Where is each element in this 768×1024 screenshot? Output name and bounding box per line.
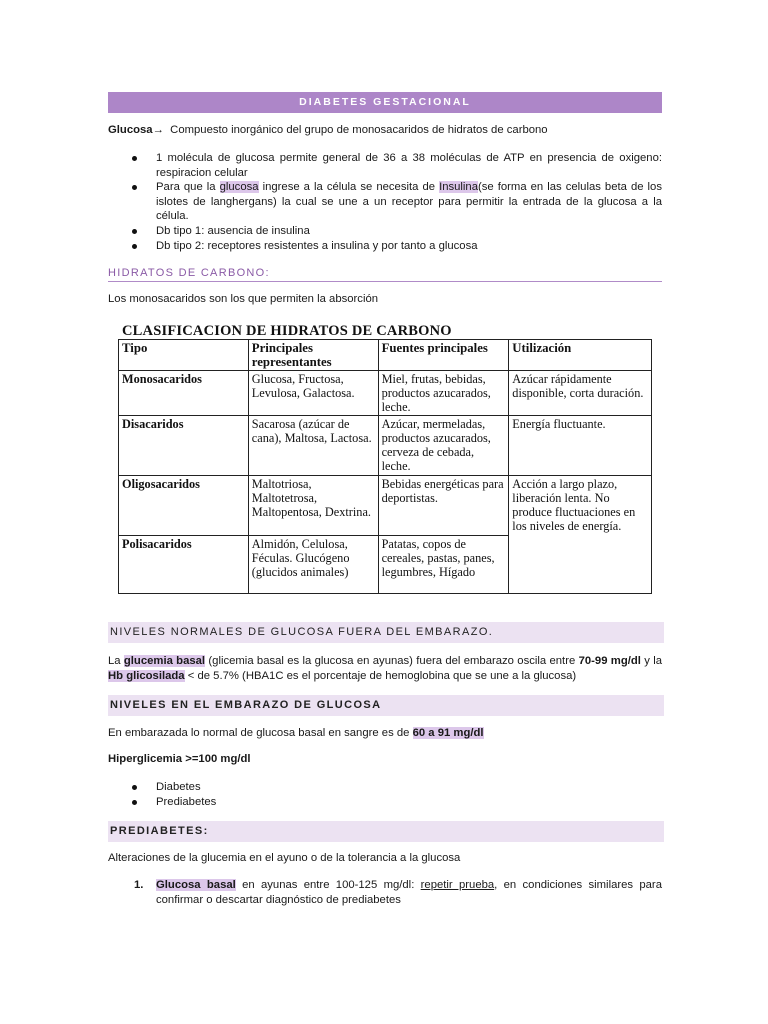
section-heading-prediabetes: PREDIABETES: [108, 821, 664, 842]
prediabetes-list [108, 878, 662, 908]
highlight-glucemia-basal: glucemia basal [123, 655, 206, 667]
table-cell: Azúcar rápidamente disponible, corta duración. [509, 371, 652, 416]
highlight-glucosa: glucosa [219, 181, 259, 194]
table-header-cell: Utilización [509, 340, 652, 371]
list-item: Diabetes [108, 780, 662, 795]
list-item: Db tipo 1: ausencia de insulina [108, 224, 662, 239]
repetir-prueba-text: repetir prueba [420, 879, 495, 891]
table-cell: Maltotriosa, Maltotetrosa, Maltopentosa, Dextrina. [248, 476, 378, 536]
document-title: DIABETES GESTACIONAL [108, 92, 662, 113]
table-cell: Acción a largo plazo, liberación lenta. No produce fluctuaciones en los niveles de energía. [509, 476, 652, 594]
arrow-icon: → [152, 124, 164, 136]
table-cell: Monosacaridos [119, 371, 249, 416]
list-item: 1 molécula de glucosa permite general de 36 a 38 moléculas de ATP en presencia de oxigeno: respiracion celular [108, 151, 662, 180]
section-heading-niveles-normales: NIVELES NORMALES DE GLUCOSA FUERA DEL EMBARAZO. [108, 622, 664, 643]
highlight-insulina: Insulina [439, 181, 479, 194]
glucosa-bullet-list [108, 151, 662, 253]
list-item: 1. Glucosa basal en ayunas entre 100-125 mg/dl: repetir prueba, en condiciones similares para confirmar o descartar diagnóstico de prediabetes [134, 879, 662, 906]
prediabetes-text: Alteraciones de la glucemia en el ayuno o de la tolerancia a la glucosa [108, 852, 461, 864]
table-cell: Bebidas energéticas para deportistas. [378, 476, 509, 536]
table-row [119, 371, 652, 416]
glucosa-term: Glucosa [108, 124, 153, 136]
table-cell: Almidón, Celulosa, Féculas. Glucógeno (glucidos animales) [248, 536, 378, 594]
table-header-cell: Fuentes principales [378, 340, 509, 371]
table-row [119, 476, 652, 536]
list-number: 1. [134, 879, 144, 891]
table-cell: Azúcar, mermeladas, productos azucarados, cerveza de cebada, leche. [378, 416, 509, 476]
hidratos-text: Los monosacaridos son los que permiten la absorción [108, 293, 379, 305]
section-heading-hidratos: HIDRATOS DE CARBONO: [108, 267, 662, 282]
section-heading-embarazo: NIVELES EN EL EMBARAZO DE GLUCOSA [108, 695, 664, 716]
range-70-99: 70-99 mg/dl [578, 655, 641, 667]
list-item: Prediabetes [108, 795, 662, 810]
list-item: Db tipo 2: receptores resistentes a insulina y por tanto a glucosa [108, 239, 662, 254]
table-cell: Sacarosa (azúcar de cana), Maltosa, Lactosa. [248, 416, 378, 476]
hiperglicemia-text: Hiperglicemia >=100 mg/dl [108, 753, 251, 765]
table-header-row [119, 340, 652, 371]
highlight-60-91: 60 a 91 mg/dl [412, 727, 484, 739]
niveles-normales-text: La glucemia basal (glicemia basal es la glucosa en ayunas) fuera del embarazo oscila entre 70-99 mg/dl y la Hb glicosilada < de 5.7% (HBA1C es el porcentaje de hemoglobina que se une a la glucosa) [108, 655, 663, 682]
table-title: CLASIFICACION DE HIDRATOS DE CARBONO [122, 323, 452, 339]
highlight-glucosa-basal: Glucosa basal [156, 879, 236, 891]
glucosa-definition-text: Compuesto inorgánico del grupo de monosacaridos de hidratos de carbono [170, 124, 548, 136]
table-cell: Patatas, copos de cereales, pastas, panes, legumbres, Hígado [378, 536, 509, 594]
classification-table [118, 339, 652, 594]
table-cell: Energía fluctuante. [509, 416, 652, 476]
table-cell: Polisacaridos [119, 536, 249, 594]
table-header-cell: Tipo [119, 340, 249, 371]
table-cell: Disacaridos [119, 416, 249, 476]
table-row [119, 416, 652, 476]
embarazo-text: En embarazada lo normal de glucosa basal en sangre es de 60 a 91 mg/dl [108, 727, 484, 739]
glucosa-definition [108, 123, 662, 138]
table-header-cell: Principales representantes [248, 340, 378, 371]
embarazo-list [108, 780, 662, 809]
list-item: Para que la glucosa ingrese a la célula se necesita de Insulina(se forma en las celulas beta de los islotes de langhergans) la cual se une a un receptor para permitir la entrada de la glucosa a la célula. [108, 180, 662, 224]
table-cell: Miel, frutas, bebidas, productos azucarados, leche. [378, 371, 509, 416]
table-cell: Glucosa, Fructosa, Levulosa, Galactosa. [248, 371, 378, 416]
table-cell: Oligosacaridos [119, 476, 249, 536]
highlight-hb-glicosilada: Hb glicosilada [108, 670, 185, 682]
